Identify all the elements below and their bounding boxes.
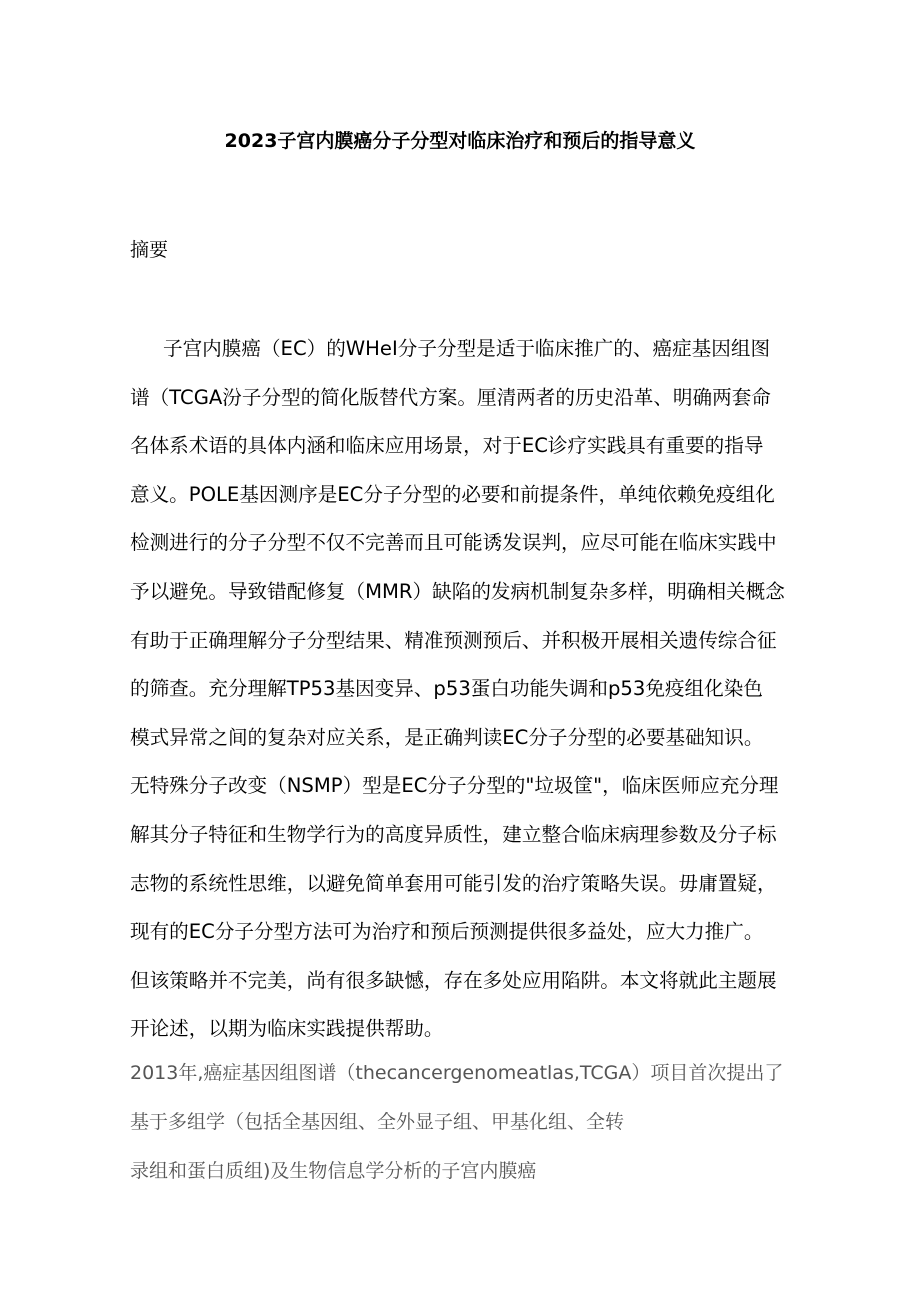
abstract-line: 子宫内膜癌（EC）的WHeI分子分型是适于临床推广的、癌症基因组图 [163, 337, 771, 360]
abstract-line: 予以避免。导致错配修复（MMR）缺陷的发病机制复杂多样，明确相关概念 [130, 579, 785, 603]
abstract-paragraph [130, 325, 798, 1054]
document-title: 2023子宫内膜癌分子分型对临床治疗和预后的指导意义 [224, 130, 696, 152]
abstract-line: 谱（TCGA汾子分型的简化版替代方案。厘清两者的历史沿革、明确两套命 [130, 385, 771, 409]
abstract-line: 模式异常之间的复杂对应关系，是正确判读EC分子分型的必要基础知识。 [130, 725, 764, 749]
abstract-line: 无特殊分子改变（NSMP）型是EC分子分型的"垃圾筐"，临床医师应充分理 [130, 774, 779, 798]
body-line: 录组和蛋白质组)及生物信息学分析的子宫内膜癌 [130, 1160, 537, 1182]
abstract-heading: 摘要 [130, 239, 169, 261]
abstract-line: 开论述，以期为临床实践提供帮助。 [130, 1017, 444, 1041]
abstract-line: 解其分子特征和生物学行为的高度异质性，建立整合临床病理参数及分子标 [130, 822, 777, 846]
body-line: 2013年,癌症基因组图谱（thecancergenomeatlas,TCGA）项目首次提出了 [130, 1062, 784, 1084]
body-paragraph [130, 1049, 810, 1196]
abstract-line: 名体系术语的具体内涵和临床应用场景，对于EC诊疗实践具有重要的指导 [130, 434, 764, 458]
abstract-line: 检测进行的分子分型不仅不完善而且可能诱发误判，应尽可能在临床实践中 [130, 531, 777, 555]
abstract-line: 意义。POLE基因测序是EC分子分型的必要和前提条件，单纯依赖免疫组化 [130, 482, 775, 506]
body-line: 基于多组学（包括全基因组、全外显子组、甲基化组、全转 [130, 1111, 625, 1133]
abstract-line: 现有的EC分子分型方法可为治疗和预后预测提供很多益处，应大力推广。 [130, 920, 764, 944]
abstract-line: 的筛查。充分理解TP53基因变异、p53蛋白功能失调和p53免疫组化染色 [130, 677, 763, 701]
abstract-line: 有助于正确理解分子分型结果、精准预测预后、并积极开展相关遗传综合征 [130, 628, 777, 652]
abstract-line: 但该策略并不完美，尚有很多缺憾，存在多处应用陷阱。本文将就此主题展 [130, 968, 777, 992]
abstract-line: 志物的系统性思维，以避免简单套用可能引发的治疗策略失误。毋庸置疑， [130, 871, 777, 895]
